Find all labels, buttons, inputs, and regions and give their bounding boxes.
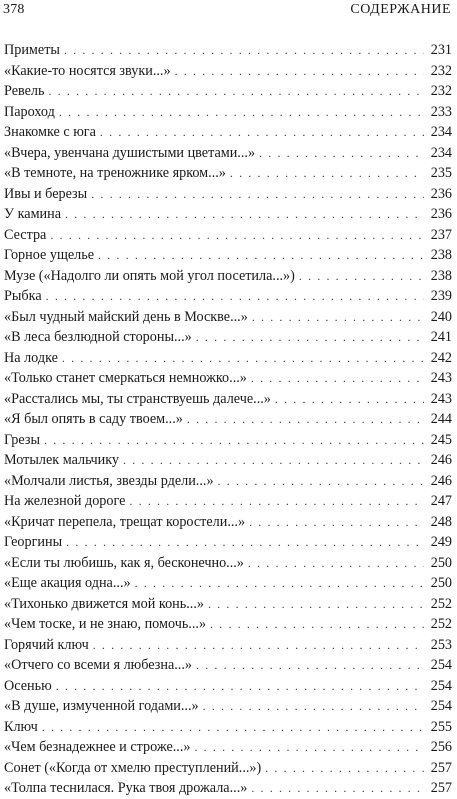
toc-entry-title: «Чем безнадежнее и строже...»	[4, 739, 191, 755]
toc-entry	[4, 532, 452, 553]
toc-entry-page: 231	[430, 42, 452, 58]
toc-entry-page: 236	[430, 206, 452, 222]
toc-entry-title: Рыбка	[4, 288, 42, 304]
toc-entry	[4, 635, 452, 656]
dot-leader	[100, 122, 424, 143]
toc-entry-title: «Отчего со всеми я любезна...»	[4, 657, 192, 673]
toc-entry-title: Сестра	[4, 226, 47, 243]
dot-leader	[65, 204, 424, 225]
toc-entry	[4, 389, 452, 410]
toc-entry	[4, 40, 452, 61]
toc-entry-page: 241	[430, 329, 452, 345]
dot-leader	[210, 614, 424, 635]
dot-leader	[91, 184, 424, 205]
dot-leader	[208, 594, 424, 615]
dot-leader	[129, 491, 424, 512]
toc-entry-title: «Толпа теснилася. Рука твоя дрожала...»	[4, 780, 248, 796]
toc-entry-title: «Расстались мы, ты странствуешь далече...»	[4, 390, 271, 407]
toc-entry-page: 254	[430, 677, 452, 694]
toc-entry-title: Осенью	[4, 677, 52, 694]
dot-leader	[93, 635, 424, 656]
toc-entry	[4, 594, 452, 615]
toc-entry-title: Музе («Надолго ли опять мой угол посетила...»)	[4, 267, 295, 284]
toc-entry-title: Ревель	[4, 83, 45, 99]
toc-entry-title: «Какие-то носятся звуки...»	[4, 62, 171, 79]
toc-entry-title: «В душе, измученной годами...»	[4, 698, 199, 714]
toc-entry-page: 253	[430, 636, 452, 653]
toc-entry	[4, 655, 452, 676]
toc-entry-page: 232	[430, 62, 452, 79]
toc-entry-page: 246	[430, 472, 452, 489]
dot-leader	[275, 389, 424, 410]
toc-entry-page: 254	[430, 698, 452, 714]
dot-leader	[230, 163, 424, 184]
toc-entry	[4, 184, 452, 205]
toc-entry-page: 238	[430, 267, 452, 284]
dot-leader	[42, 717, 424, 738]
toc-entry	[4, 245, 452, 266]
toc-entry-page: 246	[430, 452, 452, 468]
toc-entry-page: 240	[430, 308, 452, 325]
toc-entry-page: 244	[430, 411, 452, 427]
toc-entry-title: Георгины	[4, 534, 63, 550]
toc-entry	[4, 471, 452, 492]
page-number: 378	[3, 2, 25, 17]
toc-entry-page: 235	[430, 165, 452, 181]
toc-entry-title: «Только станет смеркаться немножко...»	[4, 370, 247, 386]
toc-entry	[4, 778, 452, 799]
toc-entry-page: 234	[430, 144, 452, 161]
toc-entry-title: «Если ты любишь, как я, бесконечно...»	[4, 554, 244, 571]
toc-entry-page: 252	[430, 616, 452, 632]
dot-leader	[187, 409, 424, 430]
toc-entry-page: 243	[430, 370, 452, 386]
dot-leader	[251, 368, 424, 389]
toc-entry-title: «Был чудный майский день в Москве...»	[4, 308, 248, 325]
toc-entry-page: 257	[430, 780, 452, 796]
toc-entry	[4, 512, 452, 533]
toc-entry	[4, 204, 452, 225]
toc-entry-title: «Я был опять в саду твоем...»	[4, 411, 183, 427]
toc-entry	[4, 696, 452, 717]
toc-entry-title: На лодке	[4, 349, 58, 366]
toc-entry-page: 236	[430, 185, 452, 202]
dot-leader	[44, 430, 424, 451]
dot-leader	[48, 81, 424, 102]
toc-entry-page: 254	[430, 657, 452, 673]
toc-entry	[4, 676, 452, 697]
toc-entry	[4, 307, 452, 328]
toc-entry	[4, 553, 452, 574]
dot-leader	[196, 327, 424, 348]
dot-leader	[249, 512, 424, 533]
toc-entry	[4, 450, 452, 471]
toc-entry	[4, 61, 452, 82]
toc-entry-title: Ключ	[4, 718, 38, 735]
toc-entry	[4, 122, 452, 143]
dot-leader	[135, 573, 424, 594]
toc-entry-title: Сонет («Когда от хмелю преступлений...»)	[4, 759, 262, 776]
dot-leader	[265, 758, 424, 779]
dot-leader	[175, 61, 424, 82]
page-header	[0, 0, 457, 22]
toc-entry	[4, 102, 452, 123]
toc-entry	[4, 717, 452, 738]
toc-entry	[4, 348, 452, 369]
running-head: СОДЕРЖАНИЕ	[350, 2, 451, 17]
toc-entry	[4, 430, 452, 451]
toc-entry-page: 232	[430, 83, 452, 99]
dot-leader	[56, 676, 424, 697]
toc-entry-page: 247	[430, 493, 452, 509]
toc-entry-page: 238	[430, 247, 452, 263]
toc-entry-title: Знакомке с юга	[4, 124, 96, 140]
toc-entry	[4, 225, 452, 246]
dot-leader	[59, 102, 424, 123]
toc-entry-page: 242	[430, 349, 452, 366]
toc-entry-title: «Чем тоске, и не знаю, помочь...»	[4, 616, 207, 632]
dot-leader	[98, 245, 424, 266]
toc-entry-title: «В темноте, на треножнике ярком...»	[4, 165, 226, 181]
dot-leader	[123, 450, 424, 471]
dot-leader	[248, 553, 424, 574]
toc-entry-page: 257	[430, 759, 452, 776]
toc-entry-title: Мотылек мальчику	[4, 452, 120, 468]
toc-entry	[4, 614, 452, 635]
toc-entry-title: На железной дороге	[4, 493, 126, 509]
toc-entry-page: 255	[430, 718, 452, 735]
toc-entry-page: 245	[430, 431, 452, 448]
toc-entry-page: 248	[430, 513, 452, 530]
dot-leader	[50, 225, 424, 246]
toc-entry-page: 239	[430, 288, 452, 304]
toc-entry-title: «В леса безлюдной стороны...»	[4, 329, 192, 345]
dot-leader	[62, 348, 424, 369]
dot-leader	[196, 655, 424, 676]
toc-entry-title: Приметы	[4, 42, 60, 58]
table-of-contents	[4, 40, 452, 799]
toc-entry-page: 233	[430, 103, 452, 120]
toc-entry-title: Горное ущелье	[4, 247, 95, 263]
toc-entry-title: Грезы	[4, 431, 41, 448]
toc-entry	[4, 163, 452, 184]
toc-entry-page: 237	[430, 226, 452, 243]
toc-entry-title: «Молчали листья, звезды рдели...»	[4, 472, 214, 489]
toc-entry-title: Пароход	[4, 103, 55, 120]
toc-entry	[4, 368, 452, 389]
dot-leader	[66, 532, 424, 553]
toc-entry	[4, 491, 452, 512]
toc-entry	[4, 81, 452, 102]
toc-entry-page: 243	[430, 390, 452, 407]
toc-entry	[4, 266, 452, 287]
dot-leader	[64, 40, 424, 61]
dot-leader	[203, 696, 424, 717]
toc-entry-page: 256	[430, 739, 452, 755]
toc-entry	[4, 573, 452, 594]
toc-entry	[4, 286, 452, 307]
toc-entry-title: «Кричат перепела, трещат коростели...»	[4, 513, 246, 530]
dot-leader	[251, 778, 424, 799]
toc-entry-title: «Вчера, увенчана душистыми цветами...»	[4, 144, 256, 161]
dot-leader	[194, 737, 424, 758]
dot-leader	[299, 266, 424, 287]
toc-entry-title: Ивы и березы	[4, 185, 88, 202]
toc-entry	[4, 737, 452, 758]
toc-entry-title: «Еще акация одна...»	[4, 575, 131, 591]
dot-leader	[218, 471, 424, 492]
toc-entry-page: 250	[430, 575, 452, 591]
toc-entry-page: 250	[430, 554, 452, 571]
toc-entry-title: У камина	[4, 206, 62, 222]
dot-leader	[252, 307, 424, 328]
toc-entry-page: 249	[430, 534, 452, 550]
toc-entry	[4, 758, 452, 779]
dot-leader	[259, 143, 424, 164]
toc-entry	[4, 409, 452, 430]
toc-entry-page: 252	[430, 595, 452, 612]
toc-entry-page: 234	[430, 124, 452, 140]
toc-entry-title: «Тихонько движется мой конь...»	[4, 595, 204, 612]
toc-entry-title: Горячий ключ	[4, 636, 89, 653]
toc-entry	[4, 327, 452, 348]
toc-entry	[4, 143, 452, 164]
dot-leader	[46, 286, 424, 307]
